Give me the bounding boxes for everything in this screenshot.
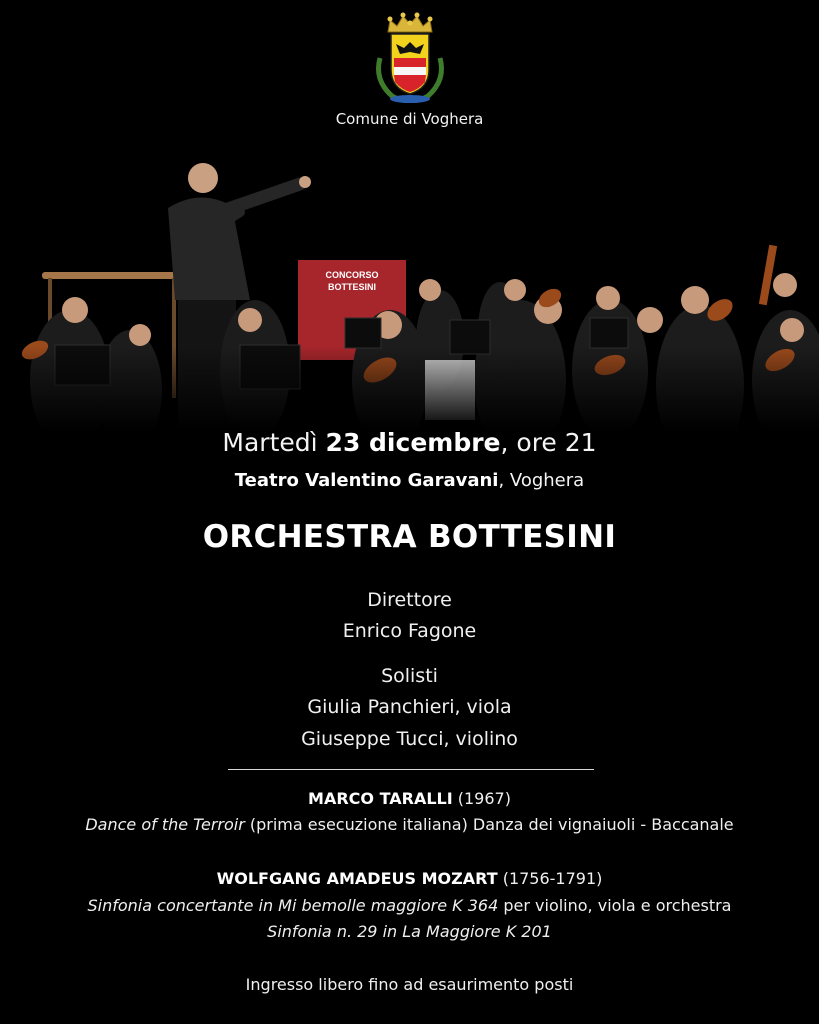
composer-1-name: MARCO TARALLI <box>308 789 453 808</box>
composer-1 <box>0 789 819 808</box>
event-date: 23 dicembre <box>325 428 501 457</box>
event-venue: Teatro Valentino Garavani <box>234 470 499 491</box>
event-city: , Voghera <box>498 470 585 491</box>
work-1 <box>0 815 819 834</box>
event-location <box>0 470 819 491</box>
work-1-detail: (prima esecuzione italiana) Danza dei vignaiuoli - Baccanale <box>244 815 734 834</box>
work-2-title: Sinfonia concertante in Mi bemolle maggiore K 364 <box>87 896 499 915</box>
director-name: Enrico Fagone <box>342 620 477 642</box>
composer-1-years: (1967) <box>452 789 511 808</box>
director-label: Direttore <box>367 589 452 611</box>
work-3-title: Sinfonia n. 29 in La Maggiore K 201 <box>267 922 552 941</box>
soloists-label: Solisti <box>381 665 438 687</box>
composer-2-name: WOLFGANG AMADEUS MOZART <box>216 869 498 888</box>
municipality-name: Comune di Voghera <box>335 110 484 128</box>
work-2-detail: per violino, viola e orchestra <box>498 896 732 915</box>
work-3 <box>0 922 819 941</box>
divider <box>228 769 594 770</box>
composer-2-years: (1756-1791) <box>497 869 603 888</box>
event-weekday: Martedì <box>222 428 318 457</box>
work-2 <box>0 896 819 915</box>
event-date-time <box>0 428 819 457</box>
composer-2 <box>0 869 819 888</box>
coat-of-arms-icon <box>366 8 454 108</box>
event-time: , ore 21 <box>500 428 597 457</box>
soloist-2: Giuseppe Tucci, violino <box>301 728 518 750</box>
ensemble-title: ORCHESTRA BOTTESINI <box>202 519 617 555</box>
admission-note: Ingresso libero fino ad esaurimento posti <box>245 975 574 994</box>
soloist-1: Giulia Panchieri, viola <box>307 696 512 718</box>
orchestra-photo <box>0 150 819 430</box>
work-1-title: Dance of the Terroir <box>85 815 245 834</box>
